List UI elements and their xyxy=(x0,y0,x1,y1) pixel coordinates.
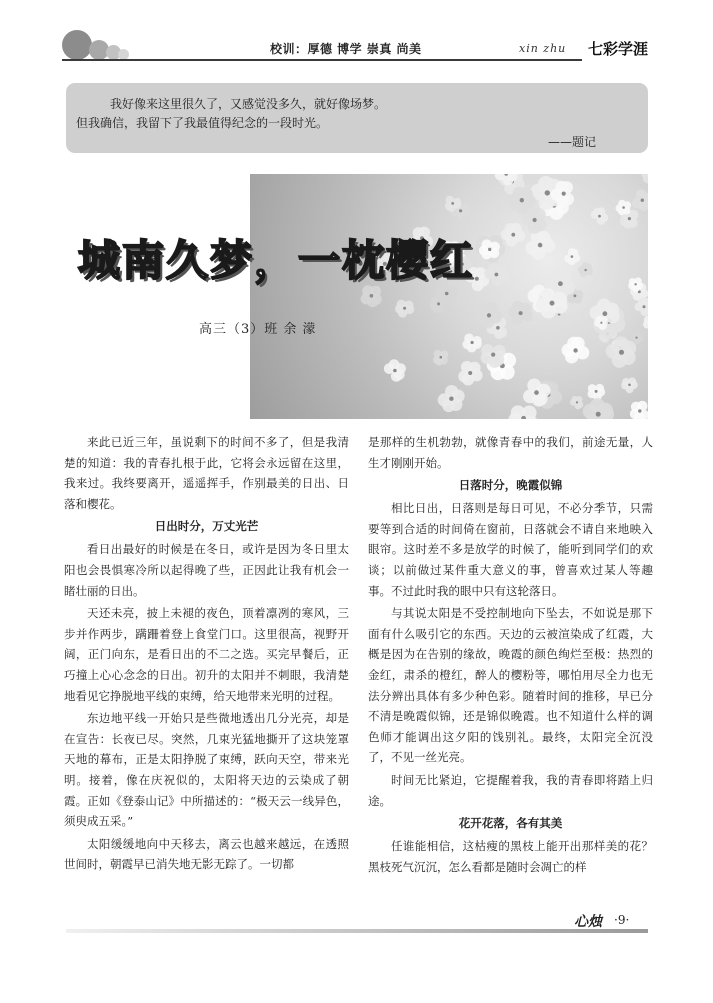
paragraph: 与其说太阳是不受控制地向下坠去，不如说是那下面有什么吸引它的东西。天边的云被渲染成了红霞，大概是因为在告别的缘故，晚霞的颜色绚烂至极：热烈的金红，肃杀的橙红，醉人的樱粉等，哪怕用尽全力也无法分辨出具体有多少种色彩。随着时间的推移，早已分不清是晚霞似锦，还是锦似晚霞。也不知道什么样的调色师才能调出这夕阳的饯别礼。最终，太阳完全沉没了，不见一丝光亮。 xyxy=(368,606,653,765)
header-pinyin: xin zhu xyxy=(519,42,567,55)
blossom-icon xyxy=(458,361,482,386)
section-heading-blossoms: 花开花落，各有其美 xyxy=(458,816,563,831)
paragraph: 相比日出，日落则是每日可见，不必分季节，只需要等到合适的时间倚在窗前，日落就会不请自来地映入眼帘。这时差不多是放学的时候了，能听到同学们的欢谈；以前做过某件重大意义的事，曾喜欢过某人等趣事。不过此时我的眼中只有这轮落日。 xyxy=(368,501,653,598)
blossom-icon xyxy=(508,405,537,419)
blossom-icon xyxy=(616,200,632,216)
blossom-icon xyxy=(643,315,648,331)
school-motto: 校训：厚德 博学 崇真 尚美 xyxy=(270,42,422,56)
paragraph: 来此已近三年，虽说剩下的时间不多了，但是我清楚的知道：我的青春扎根于此，它将会永远留在这里，我来过。我终要离开，遥遥挥手，作别最美的日出、日落和樱花。 xyxy=(64,435,349,511)
blossom-icon xyxy=(526,230,556,260)
paragraph: 是那样的生机勃勃，就像青春中的我们，前途无量，人生才刚刚开始。 xyxy=(368,435,653,470)
blossom-icon xyxy=(621,377,638,393)
blossom-icon xyxy=(508,301,533,325)
epigraph-line-1: 我好像来这里很久了，又感觉没多久，就好像场梦。 xyxy=(110,97,387,111)
article-title: 城南久梦，一枕樱红 xyxy=(78,236,475,285)
blossom-icon xyxy=(570,396,584,410)
section-heading-sunrise: 日出时分，万丈光芒 xyxy=(154,519,259,534)
page-number: ·9· xyxy=(614,913,630,927)
blossom-icon xyxy=(606,336,637,368)
blossom-icon xyxy=(588,384,606,401)
footer-rule xyxy=(66,929,648,933)
cherry-blossom-banner-image xyxy=(250,174,648,419)
blossom-icon xyxy=(462,334,481,353)
epigraph-signature: ——题记 xyxy=(548,135,597,149)
epigraph-box xyxy=(66,83,648,153)
blossom-icon xyxy=(384,359,406,381)
blossom-icon xyxy=(395,300,414,318)
blossom-icon xyxy=(641,174,648,184)
blossom-icon xyxy=(430,296,448,313)
blossom-icon xyxy=(632,189,648,211)
paragraph: 东边地平线一开始只是些微地透出几分光亮，却是在宣告：长夜已尽。突然，几束光猛地撕开了这块笼罩天地的幕布，正是太阳挣脱了束缚，跃向天空，带来光明。接着，像在庆祝似的，太阳将天边的云染成了朝霞。正如《登泰山记》中所描述的：“极天云一线异色，须臾成五采。” xyxy=(64,711,349,829)
blossom-illustration xyxy=(250,174,648,419)
blossom-icon xyxy=(479,239,500,259)
blossom-icon xyxy=(481,344,506,368)
paragraph: 看日出最好的时候是在冬日，或许是因为冬日里太阳也会畏惧寒冷所以起得晚了些，正因此让我有机会一睹壮丽的日出。 xyxy=(64,542,349,598)
blossom-icon xyxy=(433,350,448,366)
section-heading-sunset: 日落时分，晚霞似锦 xyxy=(458,478,563,493)
paragraph: 时间无比紧迫，它提醒着我，我的青春即将踏上归途。 xyxy=(368,772,653,808)
left-text-column xyxy=(64,432,349,877)
blossom-icon xyxy=(438,385,465,412)
publication-name: 心烛 xyxy=(574,914,602,930)
blossom-icon xyxy=(562,337,590,364)
epigraph-line-2: 但我确信，我留下了我最值得纪念的一段时光。 xyxy=(76,116,329,130)
blossom-icon xyxy=(361,285,382,307)
blossom-icon xyxy=(591,207,609,225)
blossom-icon xyxy=(630,401,648,419)
blossom-icon xyxy=(583,398,614,419)
right-text-column xyxy=(368,432,653,879)
article-author: 高三（3）班 余 濛 xyxy=(199,322,317,337)
blossom-icon xyxy=(564,248,580,265)
paragraph: 天还未亮，披上未褪的夜色，顶着凛冽的寒风，三步并作两步，蹒跚着登上食堂门口。这里很高，视野开阔，正门向东，是看日出的不二之选。买完早餐后，正巧撞上心心念念的日出。初升的太阳并不刺眼，我清楚地看见它挣脱地平线的束缚，给天地带来光明的过程。 xyxy=(64,606,349,703)
blossom-icon xyxy=(578,262,593,277)
blossom-icon xyxy=(501,223,526,247)
header-rule xyxy=(62,59,582,61)
section-brand: 七彩学涯 xyxy=(588,40,649,58)
paragraph: 任谁能相信，这枯瘦的黑枝上能开出那样美的花？黑枝死气沉沉，怎么看都是随时会凋亡的样 xyxy=(368,839,653,874)
paragraph: 太阳缓缓地向中天移去，离云也越来越远，在透照世间时，朝霞早已消失地无影无踪了。一切都 xyxy=(64,836,349,872)
